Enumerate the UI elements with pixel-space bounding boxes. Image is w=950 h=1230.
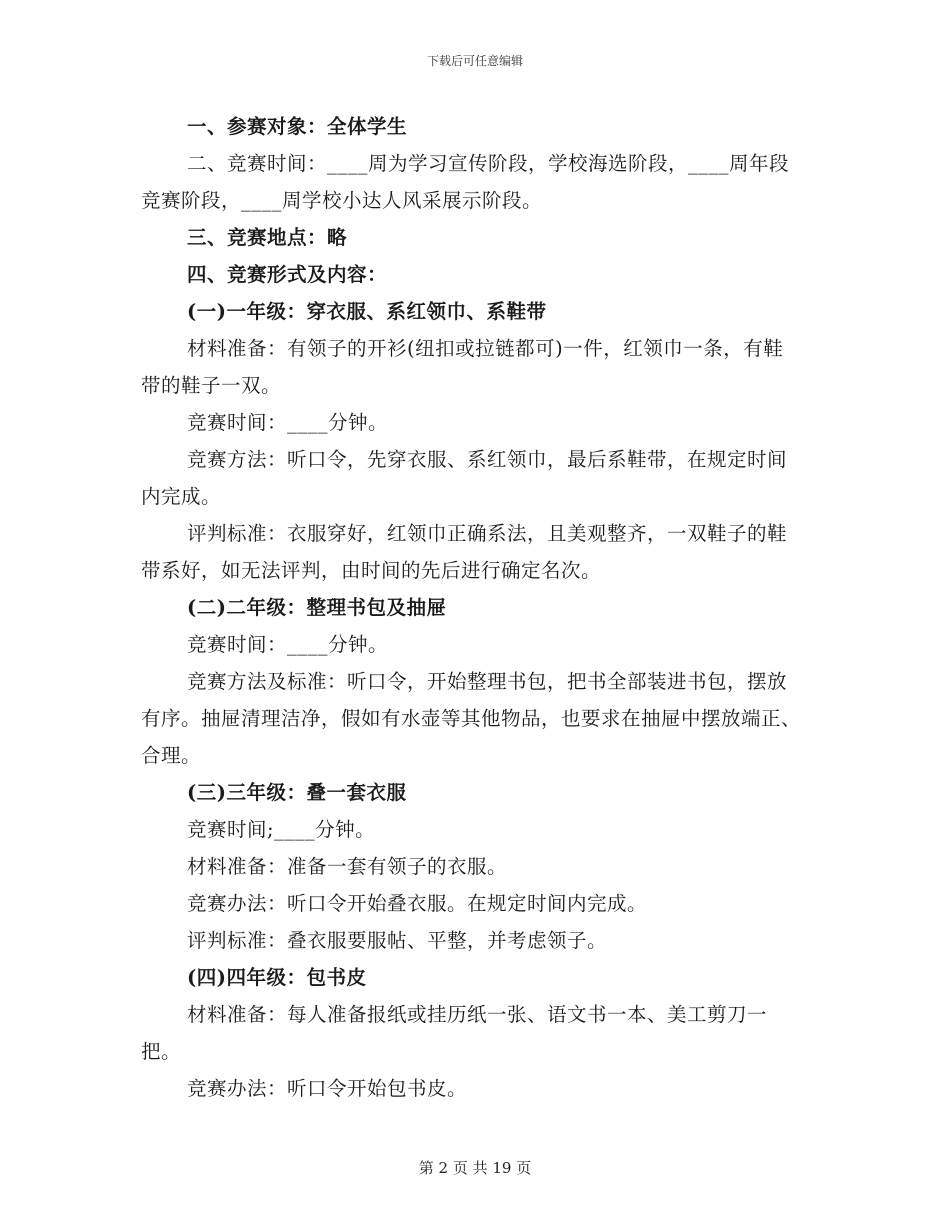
paragraph: 竞赛时间;____分钟。	[187, 818, 376, 841]
paragraph: 竞赛方法及标准：听口令，开始整理书包，把书全部装进书包，摆放有序。抽屉清理洁净，假如有水壶等其他物品，也要求在抽屉中摆放端正、合理。	[141, 670, 802, 767]
page-header-note: 下载后可任意编辑	[426, 54, 523, 68]
subsection-heading: (二)二年级：整理书包及抽屉	[187, 596, 447, 619]
subsection-heading: (四)四年级：包书皮	[187, 966, 367, 989]
paragraph: 竞赛时间：____分钟。	[187, 633, 389, 656]
paragraph: 评判标准：衣服穿好，红领巾正确系法，且美观整齐，一双鞋子的鞋带系好，如无法评判，由时间的先后进行确定名次。	[141, 522, 788, 582]
paragraph: 竞赛时间：____分钟。	[187, 411, 389, 434]
section-heading: 三、竞赛地点：略	[187, 226, 348, 249]
paragraph: 竞赛办法：听口令开始包书皮。	[187, 1077, 468, 1100]
document-body	[141, 108, 801, 1107]
section-heading: 一、参赛对象：全体学生	[187, 115, 408, 138]
subsection-heading: (一)一年级：穿衣服、系红领巾、系鞋带	[187, 300, 547, 323]
paragraph: 材料准备：有领子的开衫(纽扣或拉链都可)一件，红领巾一条，有鞋带的鞋子一双。	[141, 337, 784, 397]
page-number: 第 2 页 共 19 页	[418, 1159, 532, 1177]
paragraph: 竞赛办法：听口令开始叠衣服。在规定时间内完成。	[187, 892, 648, 915]
section-heading: 四、竞赛形式及内容：	[187, 263, 388, 286]
paragraph: 竞赛方法：听口令，先穿衣服、系红领巾，最后系鞋带，在规定时间内完成。	[141, 448, 788, 508]
paragraph: 材料准备：每人准备报纸或挂历纸一张、语文书一本、美工剪刀一把。	[141, 1003, 768, 1063]
paragraph: 材料准备：准备一套有领子的衣服。	[187, 855, 508, 878]
paragraph: 评判标准：叠衣服要服帖、平整，并考虑领子。	[187, 929, 608, 952]
paragraph: 二、竞赛时间：____周为学习宣传阶段，学校海选阶段，____周年段竞赛阶段，____周学校小达人风采展示阶段。	[141, 152, 790, 212]
subsection-heading: (三)三年级：叠一套衣服	[187, 781, 407, 804]
